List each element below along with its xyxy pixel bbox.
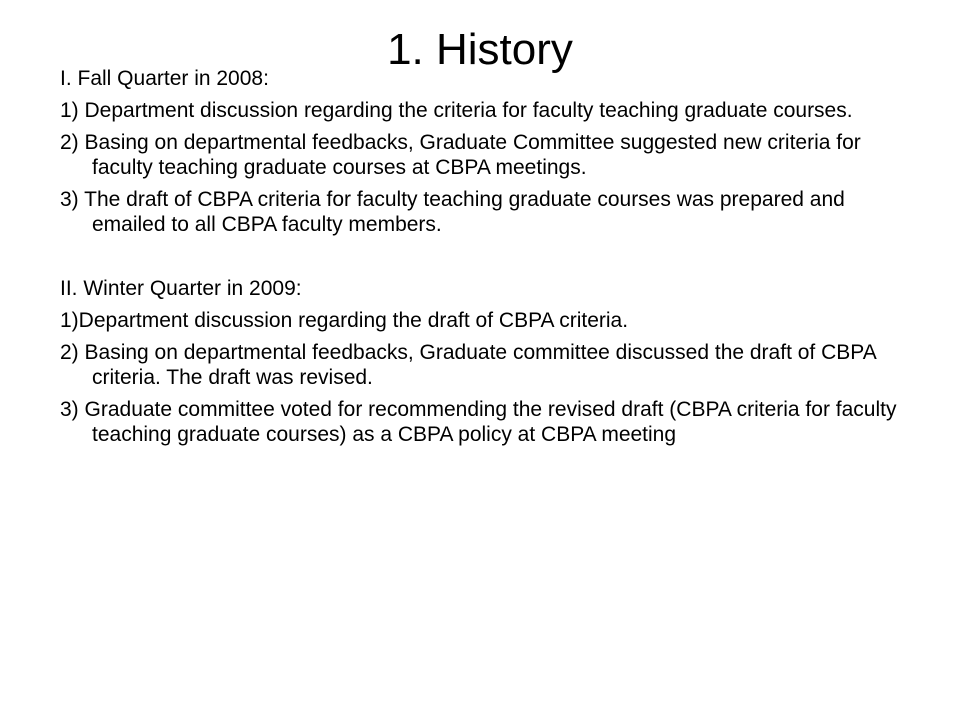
list-item: 1) Department discussion regarding the criteria for faculty teaching graduate courses. [60, 99, 853, 122]
list-item: 2) Basing on departmental feedbacks, Graduate committee discussed the draft of CBPA criteria. The draft was revised. [60, 341, 876, 389]
section-spacer [60, 244, 910, 276]
list-item: 3) Graduate committee voted for recommending the revised draft (CBPA criteria for faculty teaching graduate courses) as a CBPA policy at CBPA meeting [60, 398, 897, 446]
list-item: 1)Department discussion regarding the draft of CBPA criteria. [60, 309, 629, 332]
list-item: 3) The draft of CBPA criteria for faculty teaching graduate courses was prepared and emailed to all CBPA faculty members. [60, 188, 845, 236]
list-item: 2) Basing on departmental feedbacks, Graduate Committee suggested new criteria for faculty teaching graduate courses at CBPA meetings. [60, 131, 861, 179]
slide-title: 1. History [387, 25, 573, 74]
section-heading-fall-2008: I. Fall Quarter in 2008: [60, 67, 269, 90]
section-heading-winter-2009: II. Winter Quarter in 2009: [60, 277, 302, 300]
slide-body [60, 66, 910, 454]
